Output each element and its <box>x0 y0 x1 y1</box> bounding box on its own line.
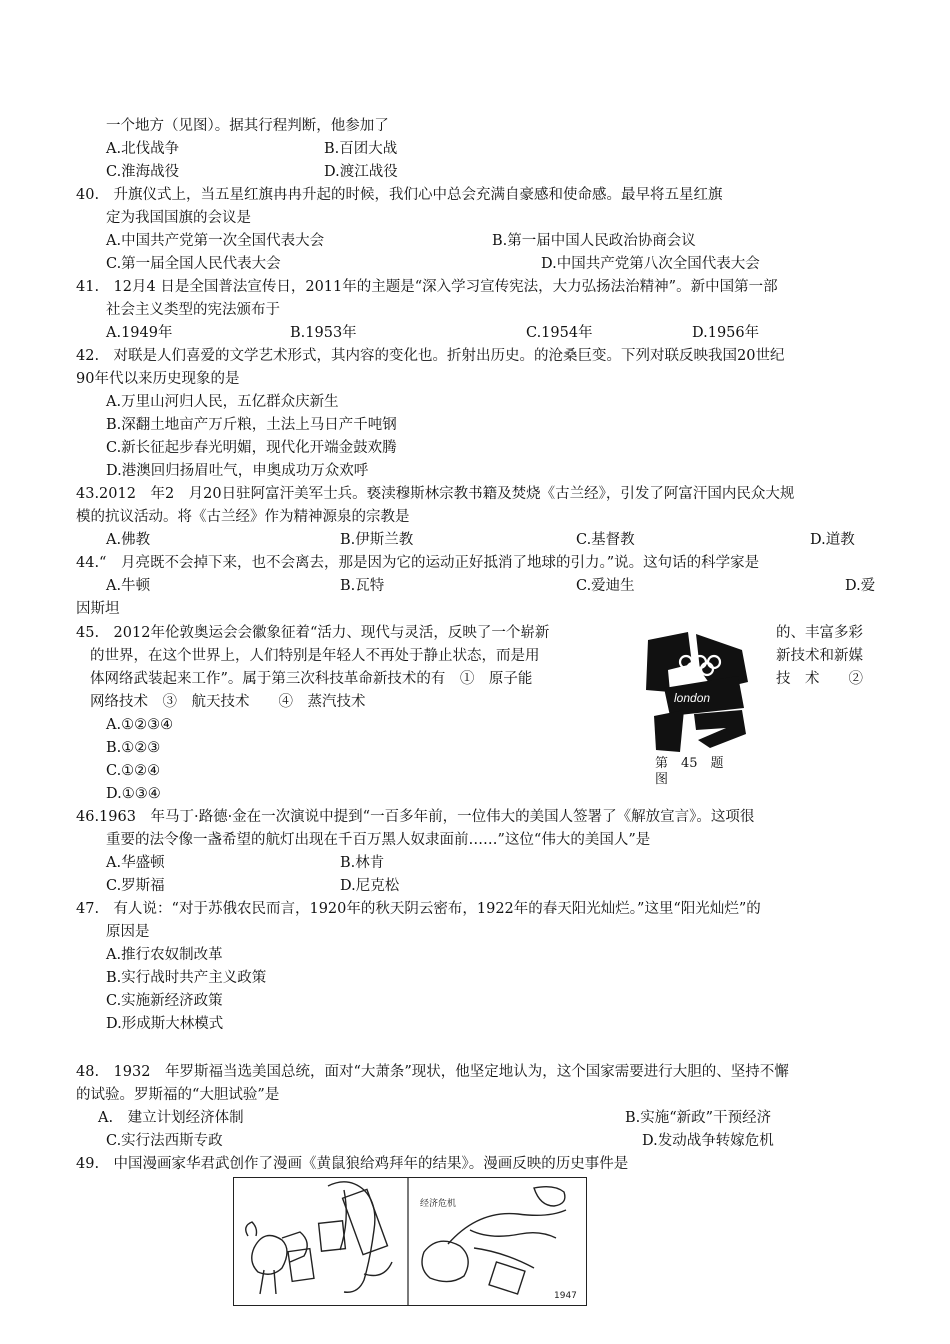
q40-option-d[interactable]: D.中国共产党第八次全国代表大会 <box>541 256 760 272</box>
q47-option-b[interactable]: B.实行战时共产主义政策 <box>106 970 267 986</box>
q44-option-b[interactable]: B.瓦特 <box>340 578 385 594</box>
q45-stem-1a: 45. 2012年伦敦奥运会会徽象征着“活力、现代与灵活，反映了一个崭新 <box>76 625 550 641</box>
q40-option-c[interactable]: C.第一届全国人民代表大会 <box>106 256 281 272</box>
q46-option-d[interactable]: D.尼克松 <box>340 878 400 894</box>
q45-option-c[interactable]: C.①②④ <box>106 763 161 779</box>
q46-stem-2: 重要的法令像一盏希望的航灯出现在千百万黑人奴隶面前……”这位“伟大的美国人”是 <box>106 832 651 848</box>
q43-stem-2: 模的抗议活动。将《古兰经》作为精神源泉的宗教是 <box>76 509 410 525</box>
q46-stem-1: 46.1963 年马丁·路德·金在一次演说中提到“一百多年前，一位伟大的美国人签署了《解放宣言》。这项很 <box>76 809 755 825</box>
q46-option-b[interactable]: B.林肯 <box>340 855 385 871</box>
q49-cartoon <box>233 1177 587 1306</box>
q47-option-d[interactable]: D.形成斯大林模式 <box>106 1016 224 1032</box>
q42-option-c[interactable]: C.新长征起步春光明媚，现代化开端金鼓欢腾 <box>106 440 397 456</box>
q47-option-c[interactable]: C.实施新经济政策 <box>106 993 223 1009</box>
q40-option-b[interactable]: B.第一届中国人民政治协商会议 <box>492 233 696 249</box>
q43-option-d[interactable]: D.道教 <box>810 532 855 548</box>
q39-option-a[interactable]: A.北伐战争 <box>106 141 180 157</box>
q44-option-d[interactable]: D.爱 <box>845 578 876 594</box>
q48-option-a[interactable]: A. 建立计划经济体制 <box>98 1110 244 1126</box>
q48-option-c[interactable]: C.实行法西斯专政 <box>106 1133 223 1149</box>
q45-option-d[interactable]: D.①③④ <box>106 786 161 802</box>
q41-stem-2: 社会主义类型的宪法颁布于 <box>106 302 280 318</box>
q48-option-b[interactable]: B.实施“新政”干预经济 <box>625 1110 772 1126</box>
q45-stem-3a: 体网络武装起来工作”。属于第三次科技革命新技术的有 ① 原子能 <box>90 671 533 687</box>
q43-stem-1: 43.2012 年2 月20日驻阿富汗美军士兵。亵渎穆斯林宗教书籍及焚烧《古兰经》，引发了阿富汗国内民众大规 <box>76 486 795 502</box>
q47-stem-2: 原因是 <box>106 924 150 940</box>
q39-option-c[interactable]: C.淮海战役 <box>106 164 180 180</box>
q44-option-c[interactable]: C.爱迪生 <box>576 578 635 594</box>
q42-option-a[interactable]: A.万里山河归人民，五亿群众庆新生 <box>106 394 339 410</box>
q43-option-b[interactable]: B.伊斯兰教 <box>340 532 414 548</box>
figure-45-caption: 第 45 题 图 <box>655 756 737 787</box>
q39-option-b[interactable]: B.百团大战 <box>324 141 398 157</box>
q46-option-a[interactable]: A.华盛顿 <box>106 855 165 871</box>
q45-stem-4: 网络技术 ③ 航天技术 ④ 蒸汽技术 <box>90 694 366 710</box>
london-2012-logo <box>640 630 752 755</box>
q45-stem-1b: 的、丰富多彩 <box>776 625 863 641</box>
q42-option-b[interactable]: B.深翻土地亩产万斤粮，土法上马日产千吨钢 <box>106 417 397 433</box>
q44-stem-1: 44.“ 月亮既不会掉下来，也不会离去，那是因为它的运动正好抵消了地球的引力。”说。这句话的科学家是 <box>76 555 760 571</box>
q48-option-d[interactable]: D.发动战争转嫁危机 <box>642 1133 774 1149</box>
q42-stem-2: 90年代以来历史现象的是 <box>76 371 240 387</box>
q44-option-a[interactable]: A.牛顿 <box>106 578 151 594</box>
q47-option-a[interactable]: A.推行农奴制改革 <box>106 947 223 963</box>
q45-option-b[interactable]: B.①②③ <box>106 740 161 756</box>
q45-stem-2b: 新技术和新媒 <box>776 648 863 664</box>
q41-option-a[interactable]: A.1949年 <box>106 325 173 341</box>
q49-stem-1: 49. 中国漫画家华君武创作了漫画《黄鼠狼给鸡拜年的结果》。漫画反映的历史事件是 <box>76 1156 629 1172</box>
q46-option-c[interactable]: C.罗斯福 <box>106 878 165 894</box>
q48-stem-1: 48. 1932 年罗斯福当选美国总统，面对“大萧条”现状，他坚定地认为，这个国家需要进行大胆的、坚持不懈 <box>76 1064 789 1080</box>
q45-stem-2a: 的世界，在这个世界上，人们特别是年轻人不再处于静止状态，而是用 <box>90 648 540 664</box>
logo-text: london <box>674 691 711 705</box>
q41-option-b[interactable]: B.1953年 <box>290 325 357 341</box>
cartoon-label-2: 1947 <box>554 1291 577 1301</box>
q48-stem-2: 的试验。罗斯福的“大胆试验”是 <box>76 1087 280 1103</box>
cartoon-label-1: 经济危机 <box>420 1199 457 1209</box>
q41-stem-1: 41. 12月4 日是全国普法宣传日，2011年的主题是“深入学习宣传宪法，大力弘扬法治精神”。新中国第一部 <box>76 279 778 295</box>
q45-stem-3b: 技 术 ② <box>776 671 863 687</box>
q39-stem: 一个地方（见图）。据其行程判断，他参加了 <box>106 118 389 134</box>
q45-option-a[interactable]: A.①②③④ <box>106 717 174 733</box>
q44-option-d-cont: 因斯坦 <box>76 601 120 617</box>
q40-option-a[interactable]: A.中国共产党第一次全国代表大会 <box>106 233 325 249</box>
q39-option-d[interactable]: D.渡江战役 <box>324 164 398 180</box>
q40-stem-1: 40. 升旗仪式上，当五星红旗冉冉升起的时候，我们心中总会充满自豪感和使命感。最早将五星红旗 <box>76 187 723 203</box>
q40-stem-2: 定为我国国旗的会议是 <box>106 210 251 226</box>
q41-option-d[interactable]: D.1956年 <box>692 325 760 341</box>
q47-stem-1: 47. 有人说：“对于苏俄农民而言，1920年的秋天阴云密布，1922年的春天阳光灿烂。”这里“阳光灿烂”的 <box>76 901 761 917</box>
q41-option-c[interactable]: C.1954年 <box>526 325 593 341</box>
q43-option-a[interactable]: A.佛教 <box>106 532 151 548</box>
q42-option-d[interactable]: D.港澳回归扬眉吐气，申奥成功万众欢呼 <box>106 463 369 479</box>
q43-option-c[interactable]: C.基督教 <box>576 532 635 548</box>
q42-stem-1: 42. 对联是人们喜爱的文学艺术形式，其内容的变化也。折射出历史。的沧桑巨变。下列对联反映我国20世纪 <box>76 348 785 364</box>
